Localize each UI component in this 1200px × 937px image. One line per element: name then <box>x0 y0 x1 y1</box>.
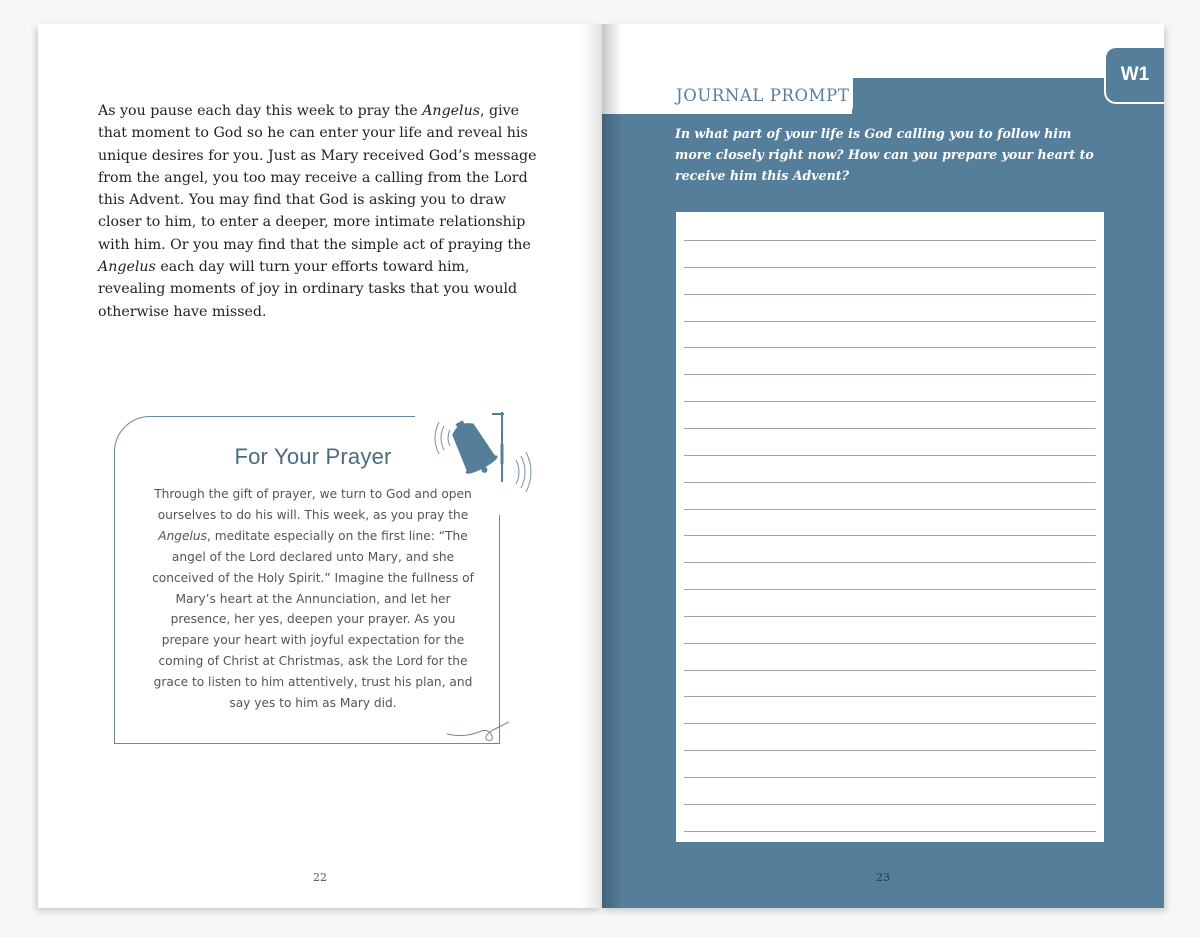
writing-line <box>684 455 1096 456</box>
writing-line <box>684 696 1096 697</box>
writing-line <box>684 482 1096 483</box>
prayer-text <box>148 484 478 714</box>
writing-line <box>684 589 1096 590</box>
prompt-question: In what part of your life is God calling you to follow him more closely right now? How can you prepare your heart to receive him this Advent? <box>675 126 1094 184</box>
gutter-shadow <box>602 24 622 908</box>
italic-term: Angelus <box>422 103 481 119</box>
prayer-title: For Your Prayer <box>234 444 392 469</box>
italic-term: Angelus <box>98 259 156 276</box>
writing-line <box>684 321 1096 322</box>
text-run: Through the gift of prayer, we turn to God and open ourselves to do his will. This week, as you pray the <box>154 487 472 522</box>
week-tab: W1 <box>1104 46 1164 104</box>
writing-line <box>684 670 1096 671</box>
text-run: As you pause each day this week to pray the <box>98 103 423 119</box>
writing-line <box>684 240 1096 241</box>
body-paragraph <box>98 100 538 323</box>
writing-line <box>684 509 1096 510</box>
writing-line <box>684 374 1096 375</box>
left-page <box>38 24 602 908</box>
italic-term: Angelus <box>158 528 208 543</box>
text-run: , give that moment to God so he can enter your life and reveal his unique desires for you. Just as Mary received God’s message from the angel, you too may receive a calling from the Lord this Advent. You may find that God is asking you to draw closer to him, to enter a deeper, more intimate relationship with him. Or you may find that the simple act of praying the <box>98 103 537 253</box>
flourish-ornament <box>443 716 513 746</box>
writing-line <box>684 777 1096 778</box>
right-page <box>602 24 1164 908</box>
writing-line <box>684 723 1096 724</box>
page-number: 22 <box>313 871 327 884</box>
writing-line <box>684 562 1096 563</box>
writing-line <box>684 804 1096 805</box>
text-run: each day will turn your efforts toward him, revealing moments of joy in ordinary tasks that you would otherwise have missed. <box>98 259 518 320</box>
writing-line <box>684 616 1096 617</box>
writing-line <box>684 428 1096 429</box>
writing-line <box>684 831 1096 832</box>
writing-line <box>684 401 1096 402</box>
journal-writing-area[interactable] <box>676 212 1104 842</box>
writing-line <box>684 267 1096 268</box>
writing-line <box>684 294 1096 295</box>
writing-line <box>684 643 1096 644</box>
journal-prompt-label: JOURNAL PROMPT <box>676 86 850 105</box>
gutter-shadow <box>580 24 602 908</box>
page-number: 23 <box>876 871 890 884</box>
writing-line <box>684 347 1096 348</box>
writing-line <box>684 750 1096 751</box>
text-run: , meditate especially on the first line: “The angel of the Lord declared unto Mary, and she conceived of the Holy Spirit.” Imagine the fullness of Mary’s heart at the Annunciation, and let her presence, her yes, deepen your prayer. As you prepare your heart with joyful expectation for the coming of Christ at Christmas, ask the Lord for the grace to listen to him attentively, trust his plan, and say yes to him as Mary did. <box>152 528 474 711</box>
writing-line <box>684 535 1096 536</box>
